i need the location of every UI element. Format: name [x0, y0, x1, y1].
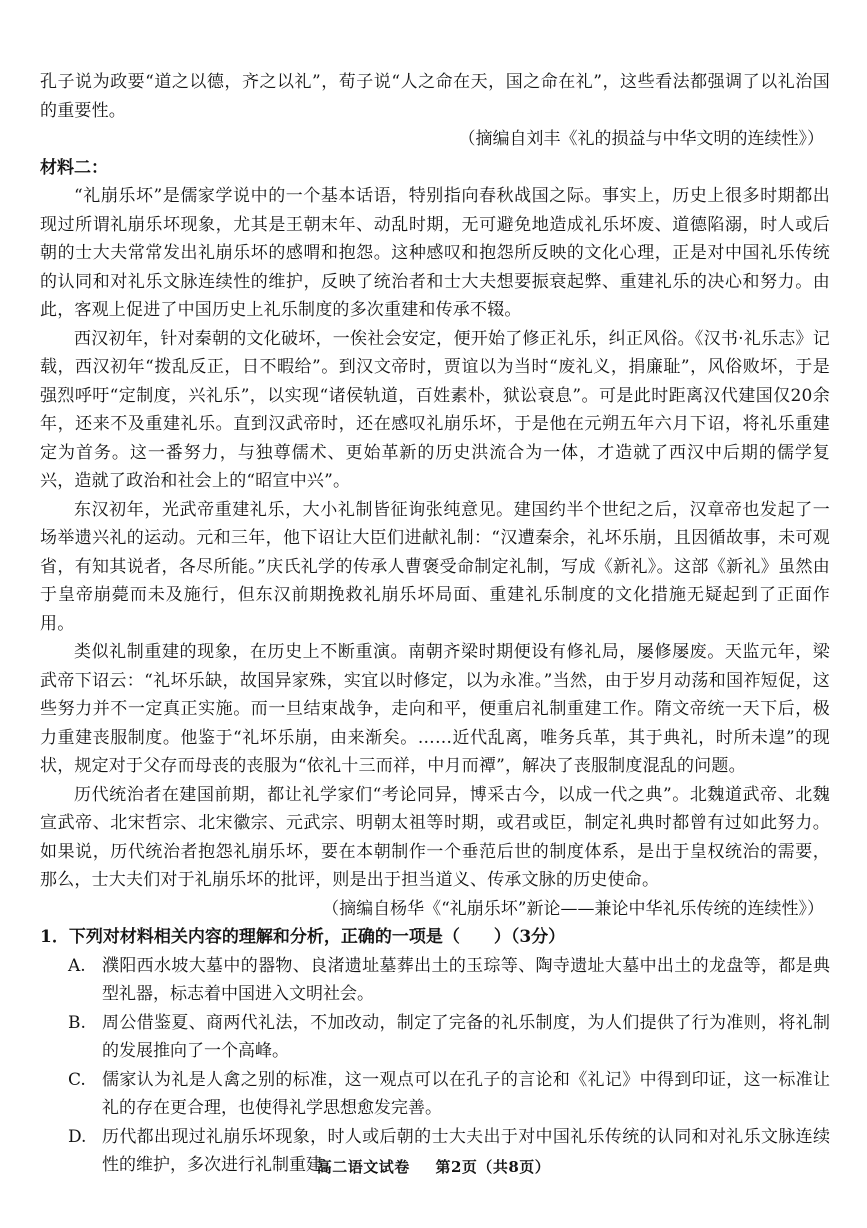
footer-exam-title: 高二语文试卷 [316, 1158, 410, 1176]
question-1-stem: 1．下列对材料相关内容的理解和分析，正确的一项是（ ）（3分） [40, 927, 566, 947]
intro-source: （摘编自刘丰《礼的损益与中华文明的连续性》） [458, 129, 824, 149]
page-footer [0, 1156, 867, 1177]
material-paragraph-2: 西汉初年，针对秦朝的文化破坏，一俟社会安定，便开始了修正礼乐，纠正风俗。《汉书·礼乐志》记载，西汉初年“拨乱反正，日不暇给”。到汉文帝时，贾谊以为当时“废礼义，捐廉耻”，风俗败坏，于是强烈呼吁“定制度，兴礼乐”，以实现“诸侯轨道，百姓素朴，狱讼衰息”。可是此时距离汉代建国仅20余年，还来不及重建礼乐。直到汉武帝时，还在感叹礼崩乐坏，于是他在元朔五年六月下诏，将礼乐重建定为首务。这一番努力，与独尊儒术、更始革新的历史洪流合为一体，才造就了西汉中后期的儒学复兴，造就了政治和社会上的“昭宣中兴”。 [40, 328, 830, 491]
option-text: 周公借鉴夏、商两代礼法，不加改动，制定了完备的礼乐制度，为人们提供了行为准则，将礼制的发展推向了一个高峰。 [102, 1012, 830, 1061]
document-page [40, 68, 830, 1180]
option-text: 儒家认为礼是人禽之别的标准，这一观点可以在孔子的言论和《礼记》中得到印证，这一标准让礼的存在更合理，也使得礼学思想愈发完善。 [102, 1069, 830, 1118]
option-letter: B. [68, 1012, 86, 1033]
option-text: 濮阳西水坡大墓中的器物、良渚遗址墓葬出土的玉琮等、陶寺遗址大墓中出土的龙盘等，都是典型礼器，标志着中国进入文明社会。 [102, 955, 830, 1004]
material-paragraph-1: “礼崩乐坏”是儒家学说中的一个基本话语，特别指向春秋战国之际。事实上，历史上很多时期都出现过所谓礼崩乐坏现象，尤其是王朝末年、动乱时期，无可避免地造成礼乐坏废、道德陷溺，时人或后朝的士大夫常常发出礼崩乐坏的感喟和抱怨。这种感叹和抱怨所反映的文化心理，正是对中国礼乐传统的认同和对礼乐文脉连续性的维护，反映了统治者和士大夫想要振衰起弊、重建礼乐的决心和努力。由此，客观上促进了中国历史上礼乐制度的多次重建和传承不辍。 [40, 186, 830, 320]
option-text: 历代都出现过礼崩乐坏现象，时人或后朝的士大夫出于对中国礼乐传统的认同和对礼乐文脉连续性的维护，多次进行礼制重建。 [102, 1126, 830, 1175]
material-paragraph-3: 东汉初年，光武帝重建礼乐，大小礼制皆征询张纯意见。建国约半个世纪之后，汉章帝也发起了一场举遗兴礼的运动。元和三年，他下诏让大臣们进献礼制：“汉遭秦余，礼坏乐崩，且因循故事，未可观省，有知其说者，各尽所能。”庆氏礼学的传承人曹褒受命制定礼制，写成《新礼》。这部《新礼》虽然由于皇帝崩薨而未及施行，但东汉前期挽救礼崩乐坏局面、重建礼乐制度的文化措施无疑起到了正面作用。 [40, 499, 830, 634]
material-two-heading: 材料二： [40, 157, 108, 178]
option-letter: A. [68, 955, 86, 976]
intro-paragraph: 孔子说为政要“道之以德，齐之以礼”，荀子说“人之命在天，国之命在礼”，这些看法都强调了以礼治国的重要性。 [40, 72, 830, 121]
material-two-source: （摘编自杨华《“礼崩乐坏”新论——兼论中华礼乐传统的连续性》） [322, 898, 824, 919]
material-paragraph-4: 类似礼制重建的现象，在历史上不断重演。南朝齐梁时期便设有修礼局，屡修屡废。天监元年，梁武帝下诏云：“礼坏乐缺，故国异家殊，实宜以时修定，以为永准。”当然，由于岁月动荡和国祚短促，这些努力并不一定真正实施。而一旦结束战争，走向和平，便重启礼制重建工作。隋文帝统一天下后，极力重建丧服制度。他鉴于“礼坏乐崩，由来渐矣。……近代乱离，唯务兵革，其于典礼，时所未遑”的现状，规定对于父存而母丧的丧服为“依礼十三而祥，中月而禫”，解决了丧服制度混乱的问题。 [40, 642, 830, 776]
option-letter: C. [68, 1069, 86, 1090]
material-paragraph-5: 历代统治者在建国前期，都让礼学家们“考论同异，博采古今，以成一代之典”。北魏道武帝、北魏宣武帝、北宋哲宗、北宋徽宗、元武宗、明朝太祖等时期，或君或臣，制定礼典时都曾有过如此努力。如果说，历代统治者抱怨礼崩乐坏，要在本朝制作一个垂范后世的制度体系，是出于皇权统治的需要，那么，士大夫们对于礼崩乐坏的批评，则是出于担当道义、传承文脉的历史使命。 [40, 784, 830, 890]
footer-page-number: 第2页（共8页） [435, 1158, 551, 1176]
option-letter: D. [68, 1126, 87, 1147]
question-1-option-c [40, 1066, 830, 1123]
question-1-option-b [40, 1009, 830, 1066]
question-1-option-a [40, 952, 830, 1009]
